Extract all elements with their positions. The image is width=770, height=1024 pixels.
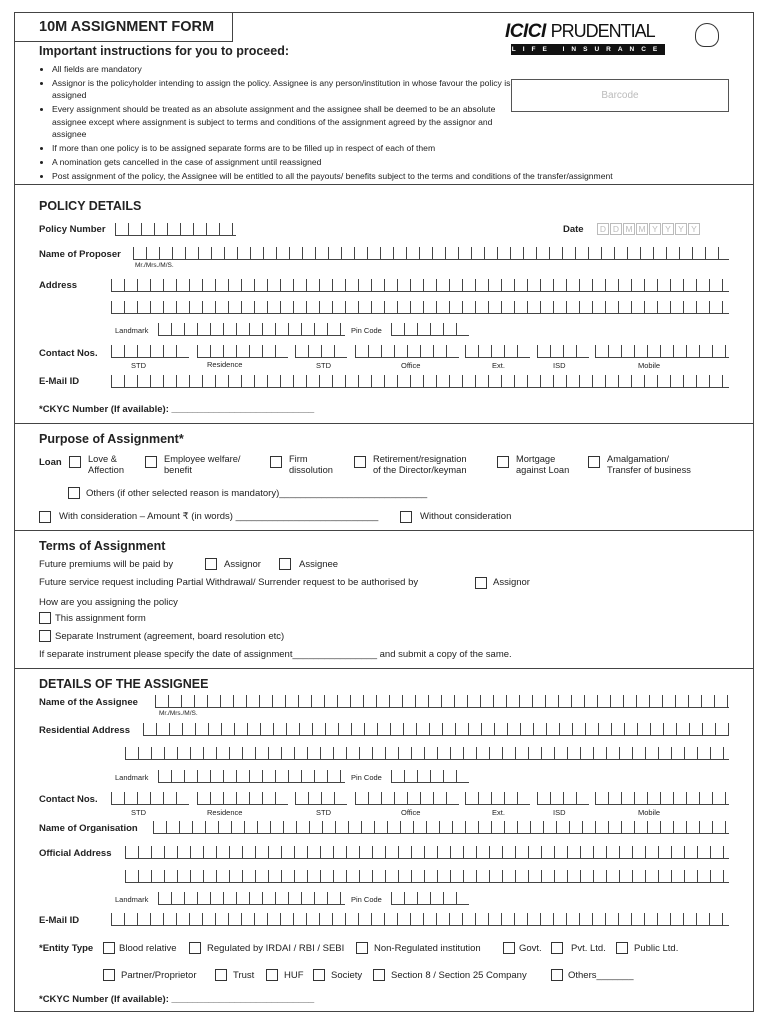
trust-checkbox[interactable] [215, 969, 227, 981]
love-affection-label [88, 454, 124, 476]
label-line: Affection [88, 465, 125, 475]
std-input[interactable] [111, 345, 189, 358]
email-label: E-Mail ID [39, 376, 80, 387]
this-form-checkbox[interactable] [39, 612, 51, 624]
pin-code-input[interactable] [391, 892, 469, 905]
pin-code-input[interactable] [391, 770, 469, 783]
service-label: Future service request including Partial Withdrawal/ Surrender request to be authorised by [39, 577, 419, 588]
address-line-2-input[interactable] [111, 301, 729, 314]
govt-checkbox[interactable] [503, 942, 515, 954]
separate-instrument-label: Separate Instrument (agreement, board resolution etc) [55, 631, 285, 642]
others-entity-checkbox[interactable] [551, 969, 563, 981]
label-line: Amalgamation/ [607, 454, 670, 464]
employee-welfare-checkbox[interactable] [270, 456, 282, 468]
premiums-label: Future premiums will be paid by [39, 559, 174, 570]
trust-label: Trust [233, 970, 255, 981]
landmark-input[interactable] [158, 323, 345, 336]
divider [15, 184, 753, 185]
how-label: How are you assigning the policy [39, 597, 178, 608]
with-consideration-label: With consideration – Amount ₹ (in words) ___________________________ [59, 511, 379, 522]
terms-heading: Terms of Assignment [39, 539, 166, 553]
pvt-ltd-checkbox[interactable] [551, 942, 563, 954]
amalgamation-label [607, 454, 691, 476]
ckyc-label: *CKYC Number (If available): ___________________________ [39, 404, 315, 415]
office-input[interactable] [355, 345, 459, 358]
form-title: 10M ASSIGNMENT FORM [14, 12, 233, 42]
love-affection-checkbox[interactable] [145, 456, 157, 468]
regulated-checkbox[interactable] [189, 942, 201, 954]
govt-label: Govt. [519, 943, 542, 954]
instruction-item: • Every assignment should be treated as an absolute assignment and the assignee shall be deemed to be an absolute assignee except where assignment is subject to terms and conditions of the assignment agreed by the assignor and assignee [52, 103, 522, 141]
label-line: against Loan [516, 465, 570, 475]
society-checkbox[interactable] [313, 969, 325, 981]
landmark-label: Landmark [115, 773, 149, 782]
residence-label: Residence [207, 808, 243, 817]
landmark-input[interactable] [158, 770, 345, 783]
entity-type-label: *Entity Type [39, 943, 94, 954]
purpose-heading: Purpose of Assignment* [39, 432, 184, 446]
pvt-ltd-label: Pvt. Ltd. [571, 943, 606, 954]
premium-assignor-checkbox[interactable] [205, 558, 217, 570]
instruction-item: • If more than one policy is to be assigned separate forms are to be filled up in respect of each of them [52, 142, 672, 155]
res-address-label: Residential Address [39, 725, 130, 736]
contact-label: Contact Nos. [39, 794, 98, 805]
instruction-item: • Post assignment of the policy, the Assignee will be entitled to all the payouts/ benefits subject to the terms and conditions of the transfer/assignment [52, 170, 672, 183]
date-cell: Y [688, 223, 700, 235]
logo-tagline: LIFE INSURANCE [511, 46, 665, 53]
title-hint: Mr./Mrs./M/S. [159, 710, 198, 717]
blood-relative-label: Blood relative [119, 943, 177, 954]
label-line: Firm [289, 454, 308, 464]
without-consideration-label: Without consideration [420, 511, 512, 522]
date-cell: M [636, 223, 648, 235]
label-line: dissolution [289, 465, 333, 475]
section8-label: Section 8 / Section 25 Company [391, 970, 527, 981]
public-ltd-label: Public Ltd. [634, 943, 679, 954]
res-address-line-2-input[interactable] [125, 747, 729, 760]
date-cell: Y [675, 223, 687, 235]
label-line: benefit [164, 465, 192, 475]
isd-input[interactable] [537, 345, 589, 358]
society-label: Society [331, 970, 363, 981]
official-address-line-2-input[interactable] [125, 870, 729, 883]
assignee-name-label: Name of the Assignee [39, 697, 138, 708]
address-line-1-input[interactable] [111, 279, 729, 292]
landmark-label: Landmark [115, 326, 149, 335]
service-assignor-label: Assignor [493, 577, 530, 588]
title-hint: Mr./Mrs./M/S. [135, 262, 174, 269]
label-line: Love & [88, 454, 117, 464]
office-std-input[interactable] [295, 792, 347, 805]
huf-checkbox[interactable] [266, 969, 278, 981]
company-logo [505, 21, 655, 43]
barcode-box: Barcode [511, 79, 729, 112]
email-input[interactable] [111, 913, 729, 926]
office-std-input[interactable] [295, 345, 347, 358]
email-label: E-Mail ID [39, 915, 80, 926]
separate-instrument-checkbox[interactable] [39, 630, 51, 642]
pin-code-label: Pin Code [351, 773, 382, 782]
non-regulated-checkbox[interactable] [356, 942, 368, 954]
others-label: Others (if other selected reason is mandatory)____________________________ [86, 488, 428, 499]
mobile-label: Mobile [638, 808, 661, 817]
logo-brand: ICICI [505, 21, 546, 42]
section8-checkbox[interactable] [373, 969, 385, 981]
office-label: Office [401, 808, 421, 817]
with-consideration-checkbox[interactable] [39, 511, 51, 523]
proposer-name-input[interactable] [133, 247, 729, 260]
form-page [14, 12, 754, 1012]
divider [15, 668, 753, 669]
assignee-name-input[interactable] [155, 695, 729, 708]
address-label: Address [39, 280, 78, 291]
res-address-line-1-input[interactable] [143, 723, 729, 736]
retirement-label [373, 454, 467, 476]
residence-input[interactable] [197, 792, 288, 805]
date-cell: Y [662, 223, 674, 235]
date-cell: D [597, 223, 609, 235]
without-consideration-checkbox[interactable] [400, 511, 412, 523]
retirement-checkbox[interactable] [497, 456, 509, 468]
std-label: STD [131, 808, 146, 817]
huf-label: HUF [284, 970, 304, 981]
regulated-label: Regulated by IRDAI / RBI / SEBI [207, 943, 345, 954]
separate-date-label: If separate instrument please specify the date of assignment________________ and submit a copy of the same. [39, 649, 512, 660]
email-input[interactable] [111, 375, 729, 388]
mortgage-label [516, 454, 569, 476]
label-line: Transfer of business [607, 465, 691, 475]
mobile-label: Mobile [638, 361, 661, 370]
std-label: STD [316, 808, 331, 817]
others-entity-label: Others_______ [568, 970, 634, 981]
policy-number-input[interactable] [115, 223, 236, 236]
assignee-heading: DETAILS OF THE ASSIGNEE [39, 677, 209, 691]
lion-icon [695, 23, 719, 47]
pin-code-label: Pin Code [351, 895, 382, 904]
public-ltd-checkbox[interactable] [616, 942, 628, 954]
firm-dissolution-label [289, 454, 333, 476]
contact-label: Contact Nos. [39, 348, 98, 359]
office-input[interactable] [355, 792, 459, 805]
premium-assignee-label: Assignee [299, 559, 339, 570]
isd-label: ISD [553, 361, 566, 370]
isd-input[interactable] [537, 792, 589, 805]
instructions-heading: Important instructions for you to proceed: [39, 44, 290, 58]
firm-dissolution-checkbox[interactable] [354, 456, 366, 468]
policy-heading: POLICY DETAILS [39, 199, 142, 213]
org-label: Name of Organisation [39, 823, 138, 834]
official-address-line-1-input[interactable] [125, 846, 729, 859]
loan-label: Loan [39, 457, 62, 468]
std-label: STD [131, 361, 146, 370]
label-line: Retirement/resignation [373, 454, 467, 464]
date-cell: D [610, 223, 622, 235]
residence-label: Residence [207, 360, 243, 369]
std-input[interactable] [111, 792, 189, 805]
ext-input[interactable] [465, 792, 530, 805]
label-line: Mortgage [516, 454, 556, 464]
ext-input[interactable] [465, 345, 530, 358]
date-input[interactable] [597, 223, 701, 235]
partner-checkbox[interactable] [103, 969, 115, 981]
others-checkbox[interactable] [68, 487, 80, 499]
mortgage-checkbox[interactable] [588, 456, 600, 468]
premium-assignor-label: Assignor [224, 559, 261, 570]
residence-input[interactable] [197, 345, 288, 358]
landmark-input[interactable] [158, 892, 345, 905]
blood-relative-checkbox[interactable] [103, 942, 115, 954]
this-form-label: This assignment form [55, 613, 146, 624]
logo-brand-2: PRUDENTIAL [550, 21, 655, 41]
instructions-list [39, 63, 613, 184]
loan-checkbox[interactable] [69, 456, 81, 468]
instruction-item: • Assignor is the policyholder intending to assign the policy. Assignee is any person/institution in whose favour the policy is assigned [52, 77, 522, 102]
org-input[interactable] [153, 821, 729, 834]
non-regulated-label: Non-Regulated institution [374, 943, 481, 954]
divider [15, 530, 753, 531]
pin-code-label: Pin Code [351, 326, 382, 335]
employee-welfare-label [164, 454, 240, 476]
label-line: of the Director/keyman [373, 465, 467, 475]
date-label: Date [563, 224, 584, 235]
std-label: STD [316, 361, 331, 370]
landmark-label: Landmark [115, 895, 149, 904]
proposer-label: Name of Proposer [39, 249, 121, 260]
office-label: Office [401, 361, 421, 370]
pin-code-input[interactable] [391, 323, 469, 336]
ext-label: Ext. [492, 361, 505, 370]
divider [15, 423, 753, 424]
official-address-label: Official Address [39, 848, 112, 859]
partner-label: Partner/Proprietor [121, 970, 197, 981]
ext-label: Ext. [492, 808, 505, 817]
label-line: Employee welfare/ [164, 454, 241, 464]
instruction-item: • A nomination gets cancelled in the case of assignment until reassigned [52, 156, 672, 169]
mobile-input[interactable] [595, 345, 729, 358]
service-assignor-checkbox[interactable] [475, 577, 487, 589]
instruction-item: • All fields are mandatory [52, 63, 522, 76]
date-cell: Y [649, 223, 661, 235]
isd-label: ISD [553, 808, 566, 817]
policy-number-label: Policy Number [39, 224, 106, 235]
ckyc-label: *CKYC Number (If available): ___________________________ [39, 994, 315, 1005]
mobile-input[interactable] [595, 792, 729, 805]
date-cell: M [623, 223, 635, 235]
premium-assignee-checkbox[interactable] [279, 558, 291, 570]
